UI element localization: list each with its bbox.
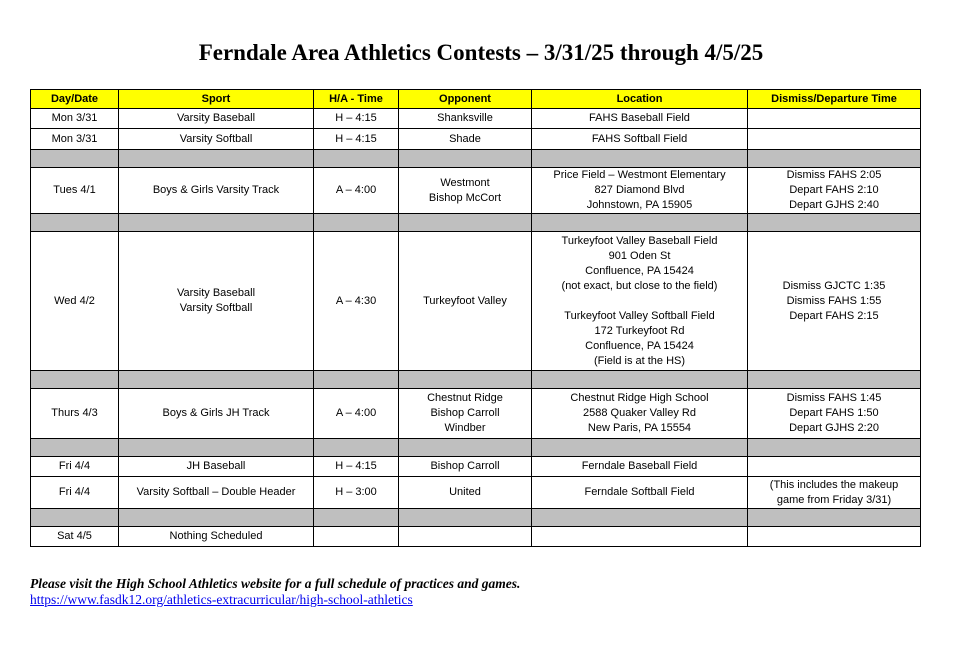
separator-cell (314, 150, 399, 168)
separator-cell (399, 214, 532, 232)
opponent-line: Westmont (440, 176, 490, 189)
dismiss-departure-cell (748, 477, 921, 509)
schedule-table (30, 89, 921, 547)
separator-cell (31, 509, 119, 527)
opponent-cell (399, 527, 532, 547)
dismiss-departure-cell (748, 232, 921, 371)
separator-cell (314, 439, 399, 457)
opponent-cell (399, 457, 532, 477)
location-cell (532, 389, 748, 439)
day-date-cell: Mon 3/31 (31, 109, 119, 129)
day-date-cell: Fri 4/4 (31, 457, 119, 477)
ha-time-cell: A – 4:30 (314, 232, 399, 371)
sport-line: Boys & Girls JH Track (162, 407, 270, 419)
table-row (31, 232, 921, 371)
ha-time-cell: H – 3:00 (314, 477, 399, 509)
separator-cell (119, 214, 314, 232)
location-line: (Field is at the HS) (593, 354, 686, 367)
location-line: FAHS Baseball Field (589, 112, 690, 124)
table-row (31, 457, 921, 477)
location-cell (532, 527, 748, 547)
table-row (31, 109, 921, 129)
separator-cell (399, 371, 532, 389)
ha-time-cell (314, 527, 399, 547)
sport-cell (119, 457, 314, 477)
dismiss-departure-line: (This includes the makeup (769, 478, 899, 491)
location-line: Ferndale Softball Field (584, 486, 695, 498)
separator-cell (31, 214, 119, 232)
table-row (31, 129, 921, 150)
table-row (31, 168, 921, 214)
sport-line: Nothing Scheduled (169, 530, 263, 542)
separator-cell (532, 371, 748, 389)
separator-row (31, 214, 921, 232)
dismiss-departure-cell (748, 389, 921, 439)
sport-line: Varsity Softball – Double Header (136, 486, 296, 498)
separator-cell (314, 509, 399, 527)
ha-time-cell: H – 4:15 (314, 457, 399, 477)
dismiss-departure-line: Depart GJHS 2:20 (789, 422, 879, 434)
opponent-cell (399, 109, 532, 129)
dismiss-departure-cell (748, 168, 921, 214)
sport-line: JH Baseball (186, 460, 246, 472)
location-line: 172 Turkeyfoot Rd (594, 324, 685, 337)
page-title: Ferndale Area Athletics Contests – 3/31/25 through 4/5/25 (198, 40, 764, 65)
header-location: Location (532, 90, 748, 109)
sport-line: Varsity Baseball (176, 287, 256, 299)
opponent-line: Chestnut Ridge (427, 392, 503, 404)
dismiss-departure-cell (748, 457, 921, 477)
separator-cell (399, 439, 532, 457)
dismiss-departure-cell (748, 129, 921, 150)
dismiss-departure-line: Depart FAHS 2:15 (789, 309, 879, 322)
location-line: Ferndale Baseball Field (581, 460, 698, 472)
dismiss-departure-cell (748, 109, 921, 129)
opponent-line: Bishop Carroll (430, 460, 500, 472)
location-line: 827 Diamond Blvd (594, 184, 685, 196)
dismiss-departure-line: Dismiss FAHS 2:05 (786, 169, 882, 181)
table-row (31, 527, 921, 547)
separator-row (31, 509, 921, 527)
separator-cell (31, 150, 119, 168)
separator-cell (399, 150, 532, 168)
opponent-line: Shanksville (437, 112, 493, 124)
dismiss-departure-line: Depart GJHS 2:40 (789, 199, 879, 211)
separator-cell (119, 509, 314, 527)
location-line: Turkeyfoot Valley Softball Field (564, 309, 715, 322)
sport-cell (119, 168, 314, 214)
opponent-line: Windber (444, 422, 486, 434)
opponent-line: Bishop McCort (428, 191, 502, 204)
separator-cell (119, 439, 314, 457)
table-row (31, 477, 921, 509)
separator-cell (314, 214, 399, 232)
separator-cell (748, 371, 921, 389)
opponent-cell (399, 168, 532, 214)
opponent-line: Shade (449, 132, 481, 145)
header-day-date: Day/Date (31, 90, 119, 109)
opponent-line: United (449, 486, 481, 498)
separator-row (31, 371, 921, 389)
opponent-line: Turkeyfoot Valley (423, 294, 507, 307)
header-ha-time: H/A - Time (314, 90, 399, 109)
dismiss-departure-line: game from Friday 3/31) (776, 493, 892, 506)
separator-cell (532, 214, 748, 232)
separator-cell (31, 371, 119, 389)
location-line: Price Field – Westmont Elementary (553, 169, 726, 181)
separator-cell (119, 150, 314, 168)
day-date-cell: Sat 4/5 (31, 527, 119, 547)
ha-time-cell: A – 4:00 (314, 389, 399, 439)
separator-cell (748, 150, 921, 168)
location-cell (532, 457, 748, 477)
location-line (535, 294, 744, 309)
separator-cell (532, 509, 748, 527)
sport-line: Varsity Baseball (176, 112, 256, 124)
location-line: New Paris, PA 15554 (587, 422, 692, 434)
sport-line: Varsity Softball (179, 132, 253, 145)
day-date-cell: Fri 4/4 (31, 477, 119, 509)
sport-line: Varsity Softball (179, 302, 253, 314)
dismiss-departure-line: Depart FAHS 1:50 (789, 407, 879, 419)
separator-cell (31, 439, 119, 457)
schedule-body (31, 109, 921, 547)
opponent-cell (399, 389, 532, 439)
header-row (31, 90, 921, 109)
header-sport: Sport (119, 90, 314, 109)
location-line: 2588 Quaker Valley Rd (583, 407, 696, 419)
day-date-cell: Thurs 4/3 (31, 389, 119, 439)
location-line: Johnstown, PA 15905 (586, 199, 693, 211)
athletics-website-link[interactable]: https://www.fasdk12.org/athletics-extracurricular/high-school-athletics (30, 592, 413, 607)
separator-cell (314, 371, 399, 389)
sport-cell (119, 527, 314, 547)
day-date-cell: Tues 4/1 (31, 168, 119, 214)
footer-note: Please visit the High School Athletics website for a full schedule of practices and games. (30, 576, 521, 591)
opponent-cell (399, 232, 532, 371)
location-cell (532, 477, 748, 509)
dismiss-departure-line: Dismiss FAHS 1:55 (786, 294, 882, 307)
header-opponent: Opponent (399, 90, 532, 109)
location-line: FAHS Softball Field (591, 132, 688, 145)
location-line: Confluence, PA 15424 (585, 264, 694, 277)
opponent-line: Bishop Carroll (430, 407, 500, 419)
separator-cell (748, 214, 921, 232)
location-cell (532, 232, 748, 371)
dismiss-departure-line: Dismiss GJCTC 1:35 (782, 279, 886, 292)
dismiss-departure-cell (748, 527, 921, 547)
dismiss-departure-line: Dismiss FAHS 1:45 (786, 392, 882, 404)
day-date-cell: Wed 4/2 (31, 232, 119, 371)
location-line: 901 Oden St (608, 249, 671, 262)
location-line: Turkeyfoot Valley Baseball Field (561, 234, 718, 247)
sport-line: Boys & Girls Varsity Track (152, 184, 280, 196)
location-line: Chestnut Ridge High School (570, 392, 709, 404)
separator-cell (532, 439, 748, 457)
opponent-cell (399, 129, 532, 150)
sport-cell (119, 477, 314, 509)
day-date-cell: Mon 3/31 (31, 129, 119, 150)
header-dismiss-departure: Dismiss/Departure Time (748, 90, 921, 109)
separator-row (31, 150, 921, 168)
location-line: (not exact, but close to the field) (561, 279, 718, 292)
sport-cell (119, 232, 314, 371)
dismiss-departure-line: Depart FAHS 2:10 (789, 184, 879, 196)
ha-time-cell: A – 4:00 (314, 168, 399, 214)
sport-cell (119, 129, 314, 150)
separator-cell (748, 439, 921, 457)
table-row (31, 389, 921, 439)
location-cell (532, 109, 748, 129)
separator-cell (748, 509, 921, 527)
separator-cell (399, 509, 532, 527)
sport-cell (119, 109, 314, 129)
separator-cell (119, 371, 314, 389)
separator-cell (532, 150, 748, 168)
location-cell (532, 168, 748, 214)
ha-time-cell: H – 4:15 (314, 109, 399, 129)
sport-cell (119, 389, 314, 439)
ha-time-cell: H – 4:15 (314, 129, 399, 150)
location-cell (532, 129, 748, 150)
location-line: Confluence, PA 15424 (585, 339, 694, 352)
opponent-cell (399, 477, 532, 509)
separator-row (31, 439, 921, 457)
